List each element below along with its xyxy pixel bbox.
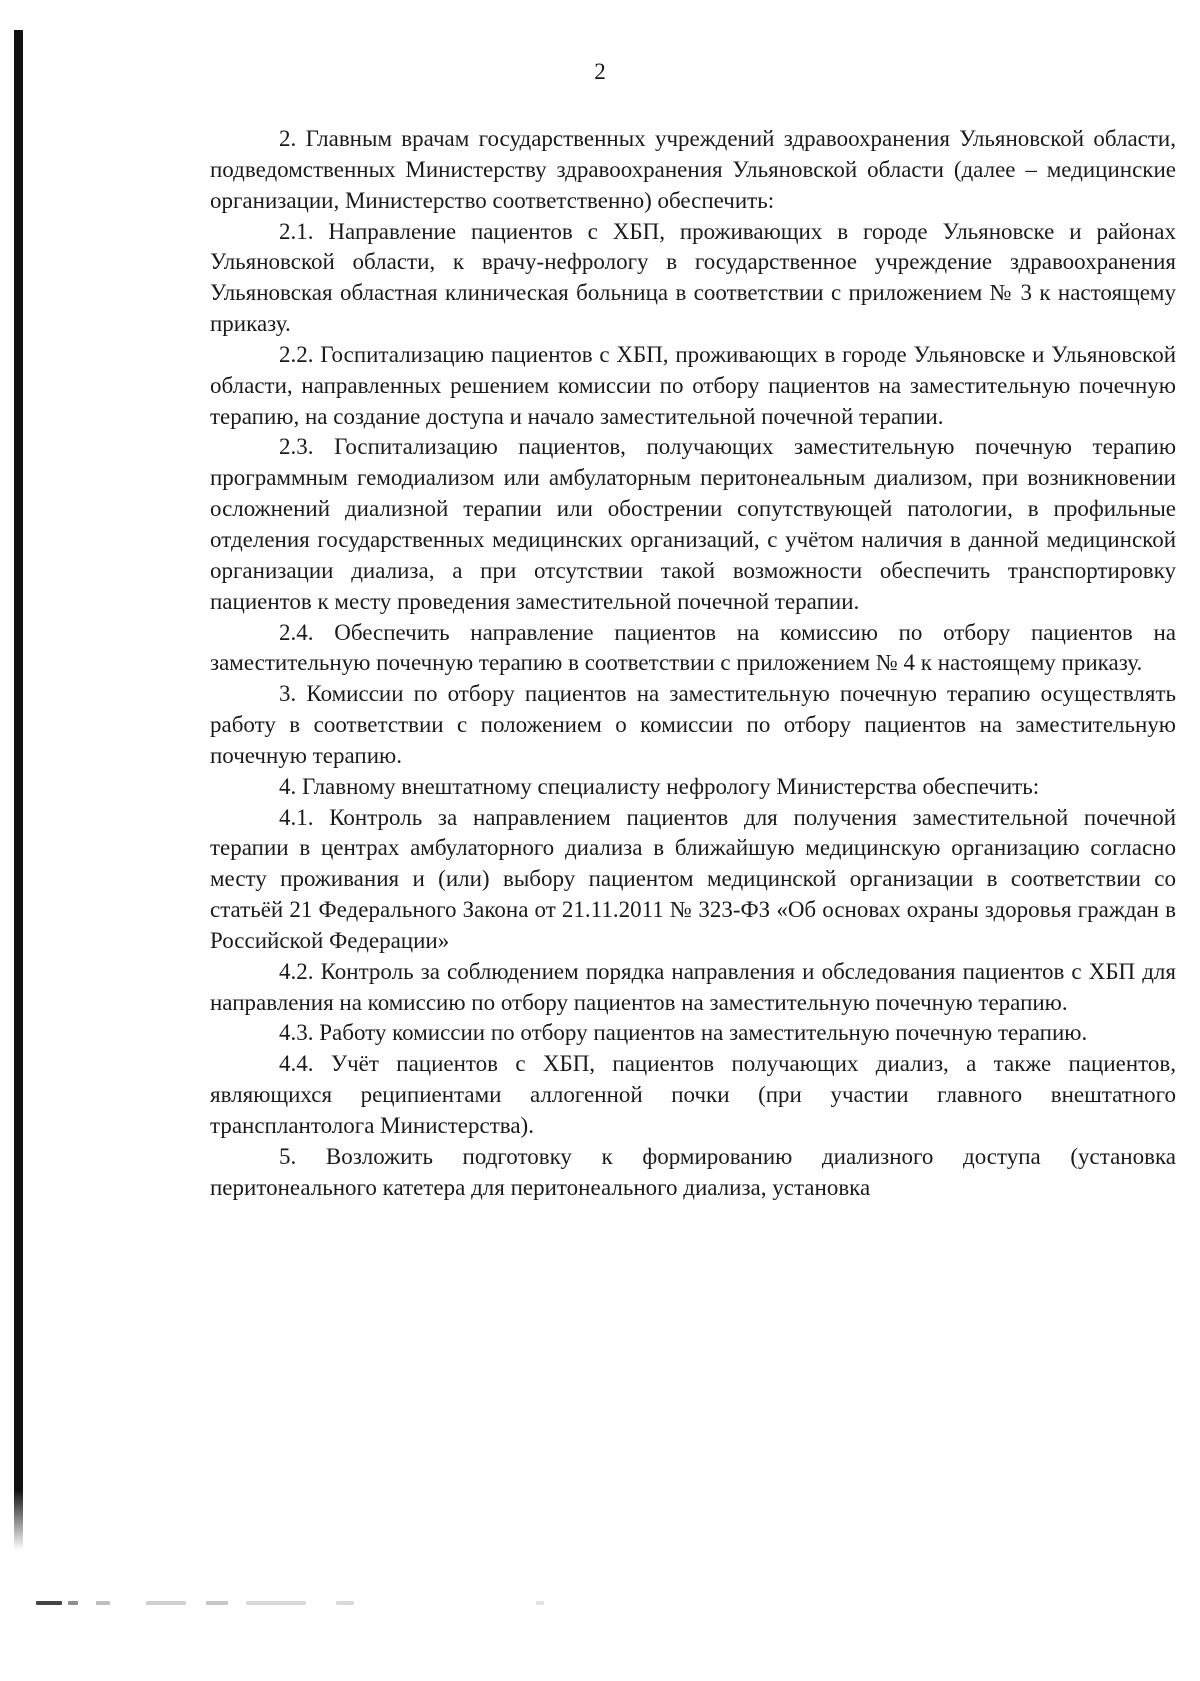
paragraph-3: 3. Комиссии по отбору пациентов на заместительную почечную терапию осуществлять работу в соответствии с положением о комиссии по отбору пациентов на заместительную почечную терапию.: [210, 681, 1176, 768]
document-body: [210, 124, 1176, 1204]
paragraph-2-1: 2.1. Направление пациентов с ХБП, проживающих в городе Ульяновске и районах Ульяновской области, к врачу-нефрологу в государственное учреждение здравоохранения Ульяновская областная клиническая больница в соответствии с приложением № 3 к настоящему приказу.: [210, 218, 1176, 337]
paragraph-4: 4. Главному внештатному специалисту нефрологу Министерства обеспечить:: [279, 773, 1040, 799]
paragraph-4-4: 4.4. Учёт пациентов с ХБП, пациентов получающих диализ, а также пациентов, являющихся реципиентами аллогенной почки (при участии главного внештатного трансплантолога Министерства).: [210, 1051, 1176, 1138]
paragraph-4-2: 4.2. Контроль за соблюдением порядка направления и обследования пациентов с ХБП для направления на комиссию по отбору пациентов на заместительную почечную терапию.: [210, 958, 1176, 1015]
paragraph-2-2: 2.2. Госпитализацию пациентов с ХБП, проживающих в городе Ульяновске и Ульяновской области, направленных решением комиссии по отбору пациентов на заместительную почечную терапию, на создание доступа и начало заместительной почечной терапии.: [210, 341, 1176, 429]
paragraph-4-1: 4.1. Контроль за направлением пациентов для получения заместительной почечной терапии в центрах амбулаторного диализа в ближайшую медицинскую организацию согласно месту проживания и (или) выбору пациентом медицинской организации в соответствии со статьёй 21 Федерального Закона от 21.11.2011 № 323-ФЗ «Об основах охраны здоровья граждан в Российской Федерации»: [210, 804, 1176, 953]
page-number: 2: [594, 59, 606, 84]
scan-binding-edge-fade: [14, 1490, 23, 1550]
paragraph-4-3: 4.3. Работу комиссии по отбору пациентов на заместительную почечную терапию.: [279, 1020, 1088, 1046]
scan-noise-footer: [36, 1598, 636, 1608]
paragraph-2-3: 2.3. Госпитализацию пациентов, получающих заместительную почечную терапию программным гемодиализом или амбулаторным перитонеальным диализом, при возникновении осложнений диализной терапии или обострении сопутствующей патологии, в профильные отделения государственных медицинских организаций, с учётом наличия в данной медицинской организации диализа, а при отсутствии такой возможности обеспечить транспортировку пациентов к месту проведения заместительной почечной терапии.: [210, 434, 1176, 614]
paragraph-2: 2. Главным врачам государственных учреждений здравоохранения Ульяновской области, подведомственных Министерству здравоохранения Ульяновской области (далее – медицинские организации, Министерство соответственно) обеспечить:: [210, 126, 1176, 213]
scan-binding-edge: [14, 30, 23, 1490]
paragraph-5: 5. Возложить подготовку к формированию диализного доступа (установка перитонеального катетера для перитонеального диализа, установка: [210, 1143, 1176, 1200]
paragraph-2-4: 2.4. Обеспечить направление пациентов на комиссию по отбору пациентов на заместительную почечную терапию в соответствии с приложением № 4 к настоящему приказу.: [210, 619, 1176, 676]
